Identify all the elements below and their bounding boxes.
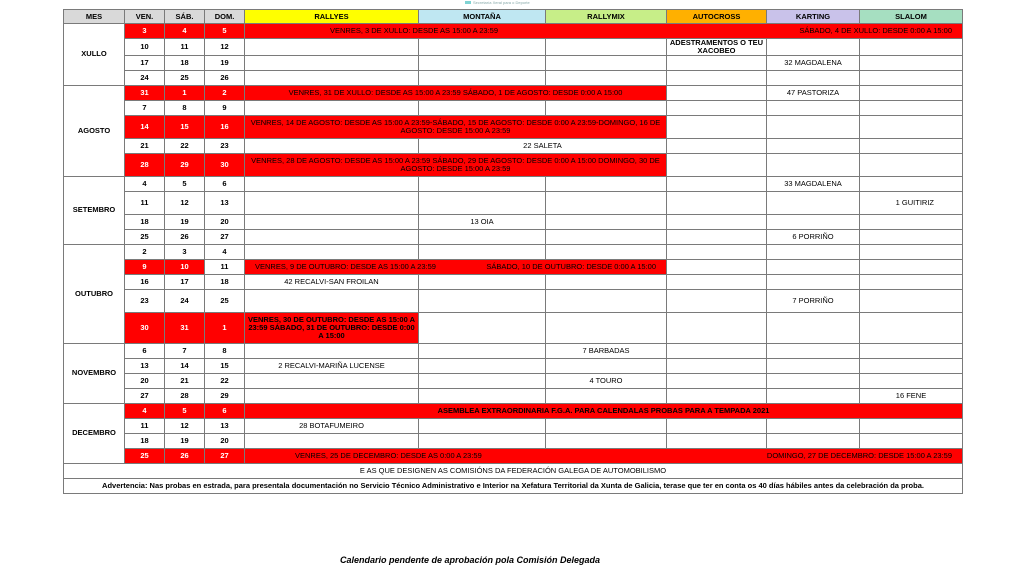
- event-cell: [419, 312, 546, 343]
- event-cell: [860, 358, 963, 373]
- event-cell: [546, 244, 667, 259]
- event-cell: [767, 100, 860, 115]
- event-cell: [860, 138, 963, 153]
- day-cell: 12: [165, 191, 205, 214]
- day-cell: 18: [125, 433, 165, 448]
- event-cell: [667, 373, 767, 388]
- day-cell: 29: [165, 153, 205, 176]
- day-cell: 31: [125, 85, 165, 100]
- col-dom: DOM.: [205, 10, 245, 24]
- table-row: [64, 448, 963, 463]
- event-cell: [667, 214, 767, 229]
- col-montana: MONTAÑA: [419, 10, 546, 24]
- day-cell: 20: [205, 214, 245, 229]
- day-cell: 24: [125, 70, 165, 85]
- event-cell: [546, 100, 667, 115]
- event-cell: [419, 289, 546, 312]
- day-cell: 13: [125, 358, 165, 373]
- day-cell: 25: [125, 448, 165, 463]
- event-cell: [419, 244, 546, 259]
- day-cell: 5: [205, 24, 245, 39]
- event-cell: 2 RECALVI-MARIÑA LUCENSE: [245, 358, 419, 373]
- day-cell: 14: [165, 358, 205, 373]
- table-row: [64, 214, 963, 229]
- footer-row: [64, 463, 963, 478]
- warning-note: Advertencia: Nas probas en estrada, para presentala documentación no Servicio Técnico Administrativo e Interior na Xefatura Territorial da Xunta de Galicia, terase que ter en conta os 40 días hábiles antes da celebración da proba.: [64, 478, 963, 493]
- event-cell: [419, 373, 546, 388]
- event-cell: 7 PORRIÑO: [767, 289, 860, 312]
- event-cell: [546, 433, 667, 448]
- event-cell: [767, 388, 860, 403]
- event-cell: [860, 70, 963, 85]
- event-cell: [667, 176, 767, 191]
- event-cell: [245, 343, 419, 358]
- event-cell: [667, 55, 767, 70]
- day-cell: 1: [165, 85, 205, 100]
- day-cell: 24: [165, 289, 205, 312]
- event-cell: [767, 244, 860, 259]
- day-cell: 14: [125, 115, 165, 138]
- day-cell: 31: [165, 312, 205, 343]
- event-cell: [419, 176, 546, 191]
- event-cell: [419, 358, 546, 373]
- event-cell: [667, 289, 767, 312]
- day-cell: 18: [125, 214, 165, 229]
- event-cell: [860, 289, 963, 312]
- event-cell: [546, 418, 667, 433]
- event-cell: [245, 138, 419, 153]
- day-cell: 18: [205, 274, 245, 289]
- event-cell: [245, 100, 419, 115]
- event-cell: VENRES, 14 DE AGOSTO: DESDE AS 15:00 A 23:59-SÁBADO, 15 DE AGOSTO: DESDE 0:00 A 23:59-DOMINGO, 16 DE AGOSTO: DESDE 15:00 A 23:59: [245, 115, 667, 138]
- day-cell: 16: [125, 274, 165, 289]
- table-row: [64, 115, 963, 138]
- day-cell: 11: [205, 259, 245, 274]
- event-cell: [245, 39, 419, 56]
- month-cell: XULLO: [64, 24, 125, 86]
- event-cell: VENRES, 9 DE OUTUBRO: DESDE AS 15:00 A 23:59 SÁBADO, 10 DE OUTUBRO: DESDE 0:00 A 15:00: [245, 259, 667, 274]
- event-cell: [245, 373, 419, 388]
- event-cell: [419, 388, 546, 403]
- col-sab: SÁB.: [165, 10, 205, 24]
- col-ven: VEN.: [125, 10, 165, 24]
- event-cell: [245, 433, 419, 448]
- event-cell: [767, 138, 860, 153]
- event-cell: [245, 229, 419, 244]
- table-row: [64, 55, 963, 70]
- day-cell: 4: [125, 176, 165, 191]
- event-cell: [860, 244, 963, 259]
- event-cell: [860, 115, 963, 138]
- event-cell: [767, 153, 860, 176]
- day-cell: 27: [205, 229, 245, 244]
- table-row: [64, 85, 963, 100]
- table-row: [64, 418, 963, 433]
- table-row: [64, 289, 963, 312]
- header-note: Secretaría Xeral para o Deporte: [465, 0, 530, 7]
- day-cell: 15: [205, 358, 245, 373]
- day-cell: 17: [165, 274, 205, 289]
- event-cell: [419, 55, 546, 70]
- event-cell: [419, 191, 546, 214]
- event-cell: [860, 176, 963, 191]
- event-cell: [419, 70, 546, 85]
- event-cell: [667, 388, 767, 403]
- event-cell: [546, 214, 667, 229]
- day-cell: 19: [205, 55, 245, 70]
- event-cell: 1 GUITIRIZ: [860, 191, 963, 214]
- event-cell: [667, 153, 767, 176]
- event-cell: [546, 191, 667, 214]
- event-cell: [767, 418, 860, 433]
- event-cell: 4 TOURO: [546, 373, 667, 388]
- day-cell: 8: [205, 343, 245, 358]
- day-cell: 16: [205, 115, 245, 138]
- day-cell: 2: [205, 85, 245, 100]
- col-slalom: SLALOM: [860, 10, 963, 24]
- event-cell: 32 MAGDALENA: [767, 55, 860, 70]
- event-cell: [546, 289, 667, 312]
- event-cell: [546, 39, 667, 56]
- day-cell: 10: [165, 259, 205, 274]
- day-cell: 27: [205, 448, 245, 463]
- table-row: [64, 403, 963, 418]
- table-row: [64, 176, 963, 191]
- table-row: [64, 153, 963, 176]
- day-cell: 11: [165, 39, 205, 56]
- table-row: [64, 373, 963, 388]
- day-cell: 4: [165, 24, 205, 39]
- event-cell: [546, 358, 667, 373]
- day-cell: 7: [125, 100, 165, 115]
- event-cell: VENRES, 25 DE DECEMBRO: DESDE AS 0:00 A 23:59 DOMINGO, 27 DE DECEMBRO: DESDE 15:00 A 23:59: [245, 448, 963, 463]
- day-cell: 21: [165, 373, 205, 388]
- event-cell: [667, 244, 767, 259]
- event-cell: [860, 85, 963, 100]
- table-row: [64, 229, 963, 244]
- day-cell: 1: [205, 312, 245, 343]
- event-cell: 16 FENE: [860, 388, 963, 403]
- day-cell: 3: [165, 244, 205, 259]
- table-row: [64, 259, 963, 274]
- day-cell: 6: [205, 403, 245, 418]
- day-cell: 28: [125, 153, 165, 176]
- day-cell: 22: [165, 138, 205, 153]
- day-cell: 26: [205, 70, 245, 85]
- day-cell: 6: [205, 176, 245, 191]
- day-cell: 26: [165, 229, 205, 244]
- event-cell: [667, 343, 767, 358]
- event-cell: 7 BARBADAS: [546, 343, 667, 358]
- event-cell: [546, 229, 667, 244]
- table-row: [64, 70, 963, 85]
- day-cell: 2: [125, 244, 165, 259]
- event-cell: [860, 433, 963, 448]
- warning-row: [64, 478, 963, 493]
- day-cell: 5: [165, 403, 205, 418]
- table-row: [64, 274, 963, 289]
- day-cell: 19: [165, 214, 205, 229]
- day-cell: 27: [125, 388, 165, 403]
- day-cell: 8: [165, 100, 205, 115]
- calendar-table: [63, 9, 963, 494]
- event-cell: [767, 214, 860, 229]
- day-cell: 5: [165, 176, 205, 191]
- event-cell: [860, 274, 963, 289]
- event-cell: 47 PASTORIZA: [767, 85, 860, 100]
- event-cell: [860, 55, 963, 70]
- event-cell: [767, 259, 860, 274]
- day-cell: 20: [205, 433, 245, 448]
- day-cell: 7: [165, 343, 205, 358]
- event-cell: [245, 70, 419, 85]
- event-cell: [419, 418, 546, 433]
- event-cell: [546, 70, 667, 85]
- event-cell: [245, 55, 419, 70]
- event-cell: [245, 388, 419, 403]
- day-cell: 26: [165, 448, 205, 463]
- month-cell: AGOSTO: [64, 85, 125, 176]
- day-cell: 15: [165, 115, 205, 138]
- table-row: [64, 433, 963, 448]
- event-cell: [667, 100, 767, 115]
- table-row: [64, 244, 963, 259]
- event-cell: ASEMBLEA EXTRAORDINARIA F.G.A. PARA CALENDALAS PROBAS PARA A TEMPADA 2021: [245, 403, 963, 418]
- event-cell: [860, 39, 963, 56]
- event-cell: [245, 176, 419, 191]
- event-cell: [860, 153, 963, 176]
- event-cell: [860, 418, 963, 433]
- event-cell: [860, 100, 963, 115]
- day-cell: 18: [165, 55, 205, 70]
- month-cell: SETEMBRO: [64, 176, 125, 244]
- event-cell: [860, 373, 963, 388]
- event-cell: [860, 343, 963, 358]
- table-row: [64, 24, 963, 39]
- event-cell: [767, 358, 860, 373]
- event-cell: [860, 229, 963, 244]
- event-cell: VENRES, 28 DE AGOSTO: DESDE AS 15:00 A 23:59 SÁBADO, 29 DE AGOSTO: DESDE 0:00 A 15:00 DOMINGO, 30 DE AGOSTO: DESDE 15:00 A 23:59: [245, 153, 667, 176]
- col-rallymix: RALLYMIX: [546, 10, 667, 24]
- header-row: [64, 10, 963, 24]
- day-cell: 25: [205, 289, 245, 312]
- event-cell: [667, 358, 767, 373]
- event-cell: [546, 312, 667, 343]
- col-mes: MES: [64, 10, 125, 24]
- event-cell: VENRES, 30 DE OUTUBRO: DESDE AS 15:00 A 23:59 SÁBADO, 31 DE OUTUBRO: DESDE 0:00 A 15:00: [245, 312, 419, 343]
- event-cell: [419, 433, 546, 448]
- event-cell: [667, 229, 767, 244]
- event-cell: ADESTRAMENTOS O TEU XACOBEO: [667, 39, 767, 56]
- event-cell: [860, 259, 963, 274]
- event-cell: [667, 85, 767, 100]
- day-cell: 23: [125, 289, 165, 312]
- day-cell: 28: [165, 388, 205, 403]
- bottom-title: Calendario pendente de aprobación pola Comisión Delegada: [340, 555, 601, 565]
- event-cell: VENRES, 3 DE XULLO: DESDE AS 15:00 A 23:59 SÁBADO, 4 DE XULLO: DESDE 0:00 A 15:00: [245, 24, 963, 39]
- event-cell: [860, 312, 963, 343]
- day-cell: 11: [125, 191, 165, 214]
- table-row: [64, 343, 963, 358]
- col-rallyes: RALLYES: [245, 10, 419, 24]
- event-cell: [667, 433, 767, 448]
- event-cell: [667, 138, 767, 153]
- event-cell: [767, 70, 860, 85]
- col-autocross: AUTOCROSS: [667, 10, 767, 24]
- event-cell: [546, 55, 667, 70]
- col-karting: KARTING: [767, 10, 860, 24]
- event-cell: [667, 115, 767, 138]
- day-cell: 10: [125, 39, 165, 56]
- day-cell: 3: [125, 24, 165, 39]
- event-cell: 13 OIA: [419, 214, 546, 229]
- event-cell: [245, 289, 419, 312]
- day-cell: 29: [205, 388, 245, 403]
- day-cell: 4: [125, 403, 165, 418]
- event-cell: [767, 191, 860, 214]
- event-cell: [419, 229, 546, 244]
- day-cell: 17: [125, 55, 165, 70]
- day-cell: 11: [125, 418, 165, 433]
- month-cell: DECEMBRO: [64, 403, 125, 463]
- day-cell: 23: [205, 138, 245, 153]
- event-cell: [546, 176, 667, 191]
- day-cell: 4: [205, 244, 245, 259]
- day-cell: 19: [165, 433, 205, 448]
- day-cell: 13: [205, 191, 245, 214]
- day-cell: 12: [165, 418, 205, 433]
- table-row: [64, 388, 963, 403]
- event-cell: VENRES, 31 DE XULLO: DESDE AS 15:00 A 23:59 SÁBADO, 1 DE AGOSTO: DESDE 0:00 A 15:00: [245, 85, 667, 100]
- day-cell: 21: [125, 138, 165, 153]
- event-cell: [667, 191, 767, 214]
- logo-bar-icon: [465, 1, 471, 4]
- event-cell: [767, 373, 860, 388]
- table-row: [64, 358, 963, 373]
- event-cell: [767, 312, 860, 343]
- event-cell: 33 MAGDALENA: [767, 176, 860, 191]
- event-cell: 22 SALETA: [419, 138, 667, 153]
- event-cell: [667, 259, 767, 274]
- table-row: [64, 312, 963, 343]
- day-cell: 9: [125, 259, 165, 274]
- event-cell: [767, 433, 860, 448]
- event-cell: [667, 274, 767, 289]
- event-cell: [419, 343, 546, 358]
- month-cell: NOVEMBRO: [64, 343, 125, 403]
- day-cell: 9: [205, 100, 245, 115]
- event-cell: 6 PORRIÑO: [767, 229, 860, 244]
- day-cell: 20: [125, 373, 165, 388]
- day-cell: 25: [165, 70, 205, 85]
- event-cell: [419, 274, 546, 289]
- event-cell: [419, 39, 546, 56]
- table-row: [64, 100, 963, 115]
- event-cell: [245, 214, 419, 229]
- footer-note: E AS QUE DESIGNEN AS COMISIÓNS DA FEDERACIÓN GALEGA DE AUTOMOBILISMO: [64, 463, 963, 478]
- event-cell: [245, 244, 419, 259]
- day-cell: 13: [205, 418, 245, 433]
- table-row: [64, 138, 963, 153]
- month-cell: OUTUBRO: [64, 244, 125, 343]
- table-row: [64, 191, 963, 214]
- event-cell: [767, 343, 860, 358]
- day-cell: 12: [205, 39, 245, 56]
- day-cell: 22: [205, 373, 245, 388]
- table-row: [64, 39, 963, 56]
- event-cell: [767, 115, 860, 138]
- event-cell: [767, 274, 860, 289]
- day-cell: 30: [125, 312, 165, 343]
- event-cell: [767, 39, 860, 56]
- event-cell: [667, 418, 767, 433]
- event-cell: [245, 191, 419, 214]
- event-cell: [546, 388, 667, 403]
- event-cell: 28 BOTAFUMEIRO: [245, 418, 419, 433]
- event-cell: [546, 274, 667, 289]
- event-cell: [419, 100, 546, 115]
- day-cell: 25: [125, 229, 165, 244]
- event-cell: [860, 214, 963, 229]
- event-cell: [667, 70, 767, 85]
- event-cell: 42 RECALVI-SAN FROILAN: [245, 274, 419, 289]
- day-cell: 6: [125, 343, 165, 358]
- event-cell: [667, 312, 767, 343]
- day-cell: 30: [205, 153, 245, 176]
